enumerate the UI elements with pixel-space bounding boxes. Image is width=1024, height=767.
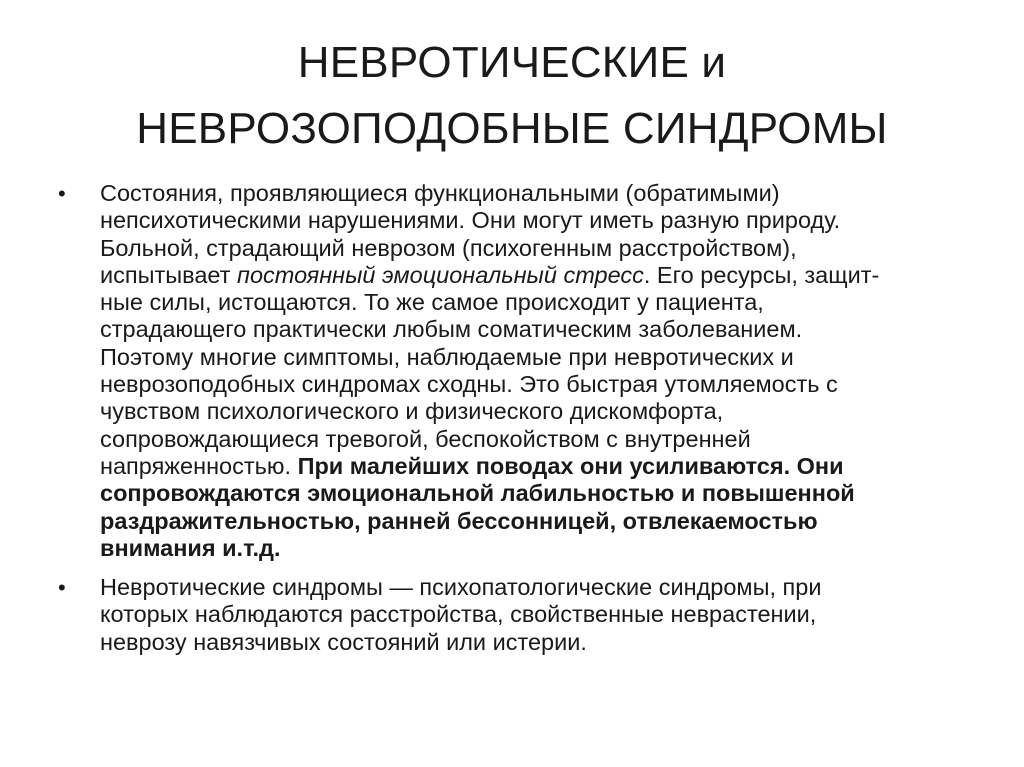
text-line: страдающего практически любым соматическим заболеванием.: [100, 316, 803, 343]
text-fragment: испытывает: [100, 261, 238, 288]
text-line: Поэтому многие симптомы, наблюдаемые при невротических и: [100, 343, 794, 370]
text-fragment: . Его ресурсы, защит-: [643, 261, 880, 288]
text-line: [100, 262, 984, 289]
text-line: Состояния, проявляющиеся функциональными (обратимыми): [100, 180, 780, 206]
text-line: ные силы, истощаются. То же самое происходит у пациента,: [100, 289, 764, 316]
emphasis-text: постоянный эмоциональный стресс: [237, 261, 644, 288]
slide-title-line: НЕВРОЗОПОДОБНЫЕ СИНДРОМЫ: [136, 104, 888, 153]
bullet-icon: •: [58, 575, 66, 601]
slide-title-line: НЕВРОТИЧЕСКИЕ и: [297, 38, 727, 87]
bold-text-line: раздражительностью, ранней бессонницей, отвлекаемостью: [100, 507, 818, 534]
bold-text: При малейших поводах они усиливаются. Они: [297, 452, 844, 479]
text-line: [100, 453, 984, 480]
bullet-list: [58, 180, 984, 668]
bullet-icon: •: [58, 181, 66, 206]
text-line: чувством психологического и физического дискомфорта,: [100, 398, 724, 425]
text-fragment: напряженностью.: [100, 452, 298, 479]
text-line: непсихотическими нарушениями. Они могут иметь разную природу.: [100, 207, 841, 234]
slide-title: [60, 30, 964, 162]
bold-text-line: внимания и.т.д.: [100, 534, 281, 561]
text-line: неврозоподобных синдромах сходны. Это быстрая утомляемость с: [100, 371, 838, 398]
text-line: Больной, страдающий неврозом (психогенным расстройством),: [100, 234, 797, 261]
bullet-item: [58, 574, 984, 656]
bold-text-line: сопровождаются эмоциональной лабильностью и повышенной: [100, 480, 855, 507]
bullet-item: [58, 180, 984, 562]
text-line: которых наблюдаются расстройства, свойственные неврастении,: [100, 601, 817, 628]
text-line: сопровождающиеся тревогой, беспокойством с внутренней: [100, 425, 751, 452]
text-line: неврозу навязчивых состояний или истерии.: [100, 628, 587, 655]
text-line: Невротические синдромы — психопатологические синдромы, при: [100, 574, 822, 601]
